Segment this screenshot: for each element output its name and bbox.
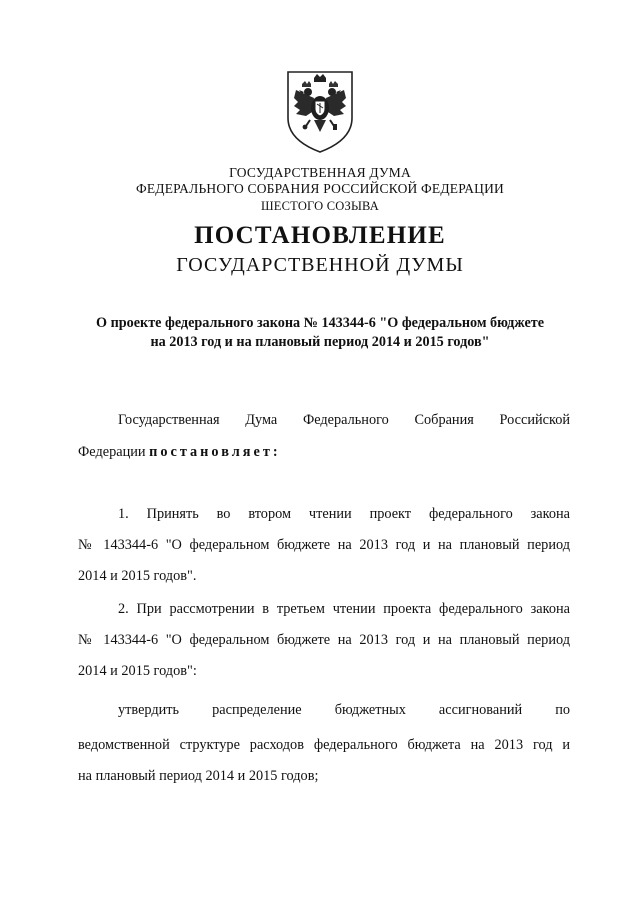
p1-line-3: 2014 и 2015 годов". [78,568,197,584]
intro-line-1: Государственная Дума Федерального Собрания Российской [118,412,570,428]
p3-line-3: на плановый период 2014 и 2015 годов; [78,768,319,784]
subject-line-1: О проекте федерального закона № 143344-6 "О федеральном бюджете [95,315,545,331]
p2-line-1: 2. При рассмотрении в третьем чтении проекта федерального закона [118,601,570,617]
document-title: ПОСТАНОВЛЕНИЕ [194,222,446,249]
subject-line-2: на 2013 год и на плановый период 2014 и 2015 годов" [150,334,490,350]
intro-prefix: Федерации [78,444,150,460]
p2-line-3: 2014 и 2015 годов": [78,663,197,679]
issuer-line-2: ФЕДЕРАЛЬНОГО СОБРАНИЯ РОССИЙСКОЙ ФЕДЕРАЦИИ [136,181,504,196]
issuer-line-1: ГОСУДАРСТВЕННАЯ ДУМА [229,165,411,180]
issuer-line-3: ШЕСТОГО СОЗЫВА [260,199,380,213]
intro-line-2 [78,442,570,462]
russian-coat-of-arms-icon [284,68,356,156]
p2-line-2: № 143344-6 "О федеральном бюджете на 2013 год и на плановый период [78,632,570,648]
resolution-verb: постановляет: [149,444,281,460]
p1-line-2: № 143344-6 "О федеральном бюджете на 2013 год и на плановый период [78,537,570,553]
document-subtitle: ГОСУДАРСТВЕННОЙ ДУМЫ [176,254,464,276]
p1-line-1: 1. Принять во втором чтении проект федерального закона [118,506,570,522]
p3-line-1: утвердить распределение бюджетных ассигнований по [118,702,570,718]
p3-line-2: ведомственной структуре расходов федерального бюджета на 2013 год и [78,737,570,753]
